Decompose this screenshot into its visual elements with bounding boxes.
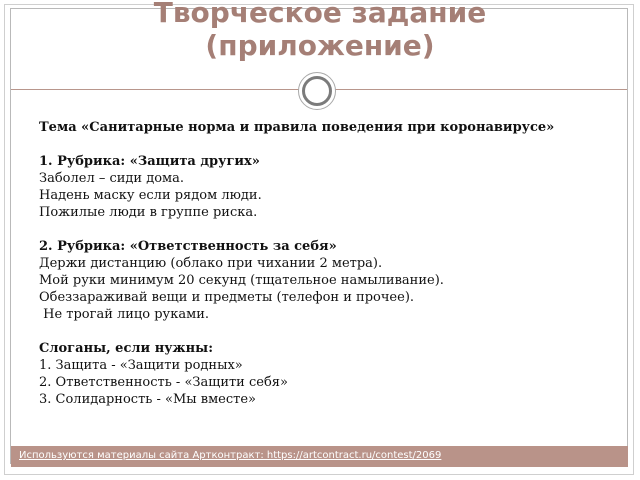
section-2-item: Не трогай лицо руками. [39, 307, 209, 322]
slogans-heading: Слоганы, если нужны: [39, 341, 214, 356]
footer-bar [11, 446, 628, 467]
section-1-item: Пожилые люди в группе риска. [39, 205, 258, 220]
slogan-item: 2. Ответственность - «Защити себя» [39, 375, 288, 390]
ring-ornament-inner-icon [302, 76, 332, 106]
title-line-2: (приложение) [205, 29, 435, 62]
slide-title [20, 0, 620, 62]
section-1-item: Заболел – сиди дома. [39, 171, 185, 186]
section-2-item: Обеззараживай вещи и предметы (телефон и прочее). [39, 290, 415, 305]
slide-content [39, 119, 599, 408]
slogan-item: 1. Защита - «Защити родных» [39, 358, 243, 373]
title-line-1: Творческое задание [153, 0, 487, 29]
footer-source-link[interactable]: Используются материалы сайта Артконтракт: https://artcontract.ru/contest/2069 [19, 450, 442, 461]
section-1-item: Надень маску если рядом люди. [39, 188, 262, 203]
section-2-item: Держи дистанцию (облако при чихании 2 метра). [39, 256, 383, 271]
section-2-heading: 2. Рубрика: «Ответственность за себя» [39, 239, 337, 254]
topic-heading: Тема «Санитарные норма и правила поведения при коронавирусе» [39, 120, 555, 135]
section-1-heading: 1. Рубрика: «Защита других» [39, 154, 260, 169]
slogan-item: 3. Солидарность - «Мы вместе» [39, 392, 256, 407]
section-2-item: Мой руки минимум 20 секунд (тщательное намыливание). [39, 273, 444, 288]
